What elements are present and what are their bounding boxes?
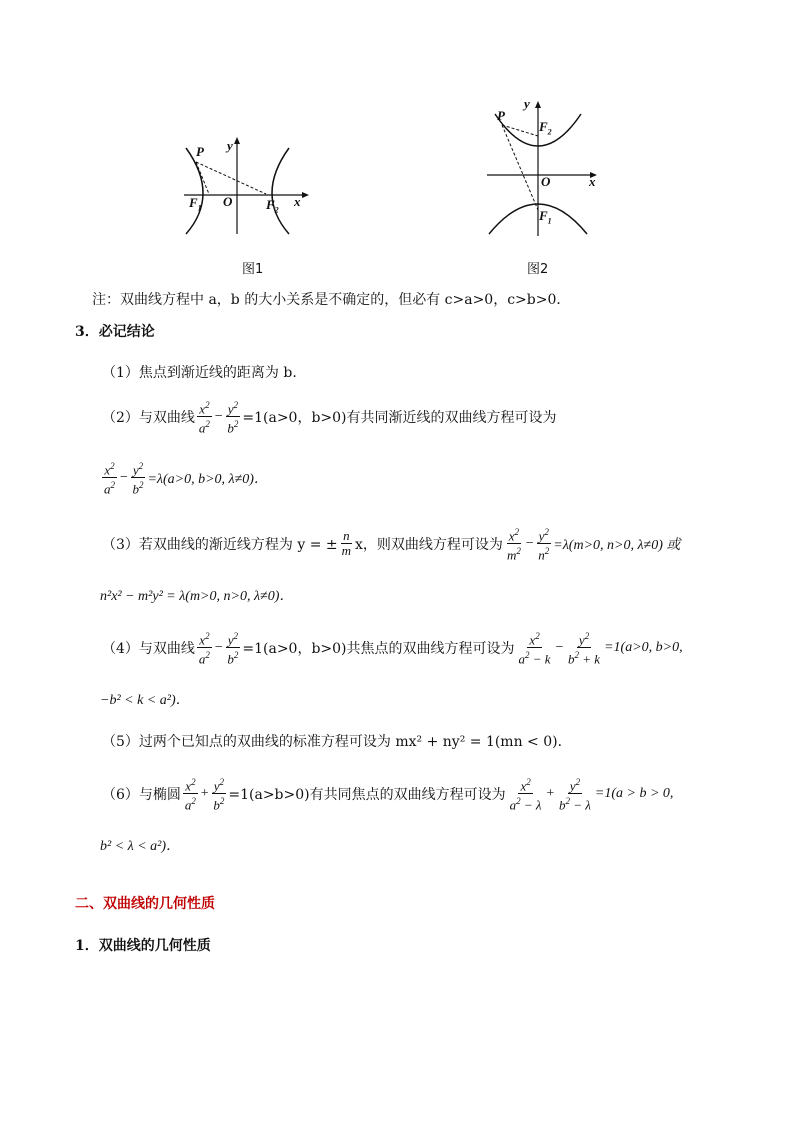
conclusion-item-2: （2）与双曲线 $\frac{x^2}{a^2}$ − $\frac{y^2}{b^2}$ =1(a>0，b>0)有共同渐近线的双曲线方程可设为 [102, 400, 557, 436]
fig2-label-F1: $F_1$ [539, 208, 552, 226]
item3-tail: =λ(m>0, n>0, λ≠0) 或 [553, 537, 681, 553]
item2-formula-tail: =λ(a>0, b>0, λ≠0)． [147, 471, 268, 487]
item2-prefix: （2）与双曲线 [102, 409, 195, 426]
fig1-label-F1: $F_1$ [189, 195, 202, 213]
conclusion-item-6: （6）与椭圆 $\frac{x^2}{a^2}$ + $\frac{y^2}{b^2}$ =1(a>b>0)有共同焦点的双曲线方程可设为 $\frac{x^2}{a^2 - \lambda}$ + $\frac{y^2}{b^2 - \lambda}$ =1(a > b > 0, [102, 777, 674, 813]
fig1-label-F2: $F_2$ [266, 197, 279, 215]
item3-prefix: （3）若双曲线的渐近线方程为 y = ± [102, 536, 338, 553]
fig1-label-P: P [196, 144, 204, 159]
item2-suffix: =1(a>0，b>0)有共同渐近线的双曲线方程可设为 [242, 409, 557, 426]
conclusion-item-4-line2: −b² < k < a²)． [100, 693, 190, 708]
fig2-label-O: O [541, 174, 551, 189]
fig2-label-x: x [589, 174, 596, 189]
conclusion-item-1: （1）焦点到渐近线的距离为 b. [102, 365, 297, 381]
item4-prefix: （4）与双曲线 [102, 640, 195, 657]
item6-tail: =1(a > b > 0, [594, 785, 674, 801]
fig2-label-P: P [497, 108, 505, 123]
fig2-label-F2: $F_2$ [539, 119, 552, 137]
section-two-heading: 二、双曲线的几何性质 [75, 896, 215, 912]
fig1-label-y: y [227, 138, 233, 153]
conclusion-item-3-line2: n²x² − m²y² = λ(m>0, n>0, λ≠0)． [100, 589, 294, 604]
note-text: 注：双曲线方程中 a，b 的大小关系是不确定的，但必有 c>a>0，c>b>0． [92, 292, 571, 308]
item4-mid: =1(a>0，b>0)共焦点的双曲线方程可设为 [242, 640, 515, 657]
fig2-caption: 图2 [527, 262, 549, 277]
item3-mid: x，则双曲线方程可设为 [355, 536, 503, 553]
item6-mid: =1(a>b>0)有共同焦点的双曲线方程可设为 [228, 786, 506, 803]
conclusion-item-2-formula: $\frac{x^2}{a^2}$ − $\frac{y^2}{b^2}$ =λ(a>0, b>0, λ≠0)． [104, 461, 268, 497]
fig1-label-x: x [294, 194, 301, 209]
conclusion-item-5: （5）过两个已知点的双曲线的标准方程可设为 mx² + ny² = 1(mn < 0)． [102, 734, 572, 750]
item6-prefix: （6）与椭圆 [102, 786, 181, 803]
conclusion-item-6-line2: b² < λ < a²)． [100, 839, 181, 854]
fig2-label-y: y [524, 96, 530, 111]
subsection-1-heading: 1．双曲线的几何性质 [75, 938, 211, 954]
conclusion-item-3: （3）若双曲线的渐近线方程为 y = ± $\frac{n}{m}$ x，则双曲线方程可设为 $\frac{x^2}{m^2}$ − $\frac{y^2}{n^2}$ =λ(m>0, n>0, λ≠0) 或 [102, 527, 681, 563]
fig1-caption: 图1 [242, 262, 264, 277]
item4-tail: =1(a>0, b>0, [604, 639, 683, 655]
fig1-label-O: O [223, 194, 233, 209]
conclusion-item-4: （4）与双曲线 $\frac{x^2}{a^2}$ − $\frac{y^2}{b^2}$ =1(a>0，b>0)共焦点的双曲线方程可设为 $\frac{x^2}{a^2 - k}$ − $\frac{y^2}{b^2 + k}$ =1(a>0, b>0, [102, 631, 683, 667]
section3-heading: 3．必记结论 [75, 324, 155, 340]
